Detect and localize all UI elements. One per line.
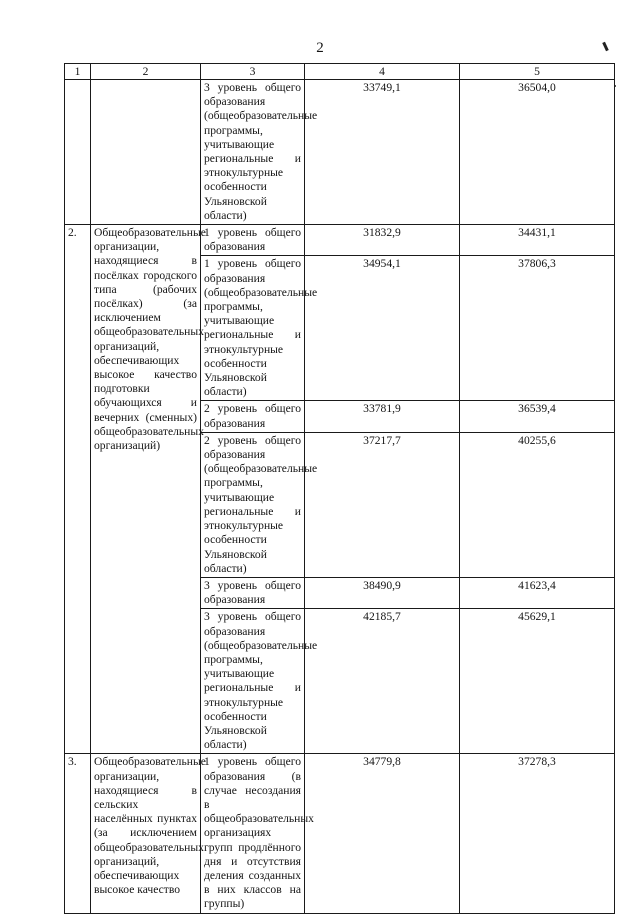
cell-col4: 31832,9 — [305, 225, 460, 256]
cell-col4: 33781,9 — [305, 401, 460, 432]
table-row — [65, 754, 615, 913]
header-col-3: 3 — [201, 64, 305, 80]
cell-col5: 37806,3 — [460, 256, 615, 401]
cell-col5: 34431,1 — [460, 225, 615, 256]
tariff-table — [64, 63, 615, 914]
header-col-4: 4 — [305, 64, 460, 80]
cell-organization-name: Общеобразовательные организации, находящиеся в сельских населённых пунктах (за исключением общеобразовательных организаций, обеспечивающих высокое качество — [91, 754, 201, 913]
header-col-5: 5 — [460, 64, 615, 80]
cell-name-empty — [91, 80, 201, 225]
cell-col5: 40255,6 — [460, 432, 615, 577]
cell-level: 3 уровень общего образования (общеобразовательные программы, учитывающие региональные и этнокультурные особенности Ульяновской области) — [201, 609, 305, 754]
table-row — [65, 80, 615, 225]
cell-level: 1 уровень общего образования (в случае несоздания в общеобразовательных организациях групп продлённого дня и отсутствия деления созданных в них классов на группы) — [201, 754, 305, 913]
table-header-row — [65, 64, 615, 80]
cell-col5: 36504,0 — [460, 80, 615, 225]
cell-level: 3 уровень общего образования (общеобразовательные программы, учитывающие региональные и этнокультурные особенности Ульяновской области) — [201, 80, 305, 225]
cell-col4: 33749,1 — [305, 80, 460, 225]
header-col-2: 2 — [91, 64, 201, 80]
page-number: 2 — [316, 40, 324, 56]
cell-col5: 41623,4 — [460, 577, 615, 608]
table-row — [65, 225, 615, 256]
cell-col4: 34954,1 — [305, 256, 460, 401]
cell-col4: 38490,9 — [305, 577, 460, 608]
cell-level: 1 уровень общего образования — [201, 225, 305, 256]
cell-number: 3. — [65, 754, 91, 913]
cell-level: 2 уровень общего образования — [201, 401, 305, 432]
cell-level: 3 уровень общего образования — [201, 577, 305, 608]
cell-level: 1 уровень общего образования (общеобразовательные программы, учитывающие региональные и этнокультурные особенности Ульяновской области) — [201, 256, 305, 401]
cell-level: 2 уровень общего образования (общеобразовательные программы, учитывающие региональные и этнокультурные особенности Ульяновской области) — [201, 432, 305, 577]
cell-col4: 34779,8 — [305, 754, 460, 913]
cell-number-empty — [65, 80, 91, 225]
cell-col4: 42185,7 — [305, 609, 460, 754]
cell-organization-name: Общеобразовательные организации, находящиеся в посёлках городского типа (рабочих посёлках) (за исключением общеобразовательных организаций, обеспечивающих высокое качество подготовки обучающихся и вечерних (сменных) общеобразовательных организаций) — [91, 225, 201, 754]
cell-col5: 37278,3 — [460, 754, 615, 913]
cell-col5: 36539,4 — [460, 401, 615, 432]
header-col-1: 1 — [65, 64, 91, 80]
cell-col5: 45629,1 — [460, 609, 615, 754]
cell-col4: 37217,7 — [305, 432, 460, 577]
cell-number: 2. — [65, 225, 91, 754]
